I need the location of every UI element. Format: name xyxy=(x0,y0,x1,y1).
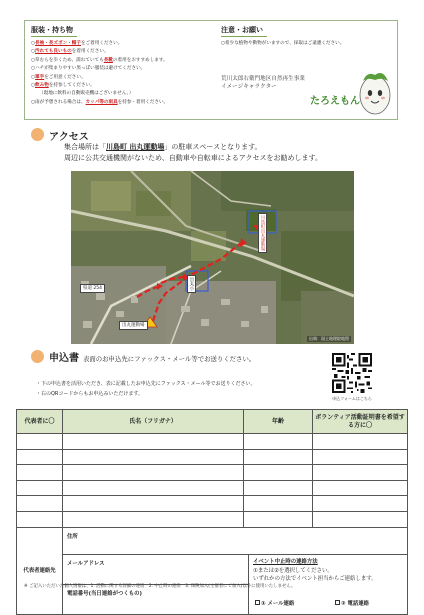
certificate-cell[interactable] xyxy=(313,449,408,465)
belongings-item xyxy=(31,99,227,107)
belongings-item-pre: （現地に飲料の自動販売機はございません。） xyxy=(39,91,134,97)
name-cell[interactable] xyxy=(63,480,244,496)
belongings-item-pre: ○ xyxy=(31,83,36,89)
contact-label: 代表者連絡先 xyxy=(17,527,63,614)
access-text xyxy=(64,142,322,164)
mascot-caption-line1: 荒川太郎右衛門地区自然再生事業 xyxy=(221,76,305,82)
age-cell[interactable] xyxy=(244,496,313,512)
representative-cell[interactable] xyxy=(17,511,63,527)
name-cell[interactable] xyxy=(63,434,244,450)
belongings-item-pre: ○ xyxy=(31,49,36,55)
header-age: 年齢 xyxy=(244,410,313,434)
header-certificate: ボランティア活動証明書を希望する方に〇 xyxy=(313,410,408,434)
checkbox-phone-icon[interactable] xyxy=(335,600,340,605)
map-label-ground: 出丸運動場 xyxy=(119,321,148,330)
access-bullet-icon xyxy=(31,128,44,141)
qr-caption: 申込フォームはこちら xyxy=(332,396,372,401)
belongings-item xyxy=(31,40,227,48)
age-cell[interactable] xyxy=(244,465,313,481)
belongings-item-post: を持参してください。 xyxy=(48,83,95,89)
table-row xyxy=(17,434,408,450)
name-cell[interactable] xyxy=(63,465,244,481)
belongings-item xyxy=(31,65,227,73)
option-email[interactable] xyxy=(255,599,294,607)
access-title: アクセス xyxy=(49,132,89,143)
access-map xyxy=(71,171,354,344)
mascot-caption-line2: イメージキャラクター xyxy=(221,84,277,90)
name-cell[interactable] xyxy=(63,496,244,512)
belongings-item-hl: 汚れても良いもの xyxy=(35,49,72,55)
belongings-item-post: を着用ください。 xyxy=(71,49,109,55)
table-row xyxy=(17,511,408,527)
notes-column xyxy=(221,25,397,48)
certificate-cell[interactable] xyxy=(313,480,408,496)
map-credit: 出典：国土地理院地図 xyxy=(309,336,349,341)
application-heading xyxy=(49,349,255,364)
access-line1-pre: 集合場所は「 xyxy=(64,143,106,151)
belongings-item xyxy=(31,57,227,65)
map-label-field: 川島町出丸運動場 xyxy=(260,215,265,251)
belongings-item xyxy=(31,82,227,90)
checkbox-email-icon[interactable] xyxy=(255,600,260,605)
name-cell[interactable] xyxy=(63,511,244,527)
application-bullet-icon xyxy=(31,350,44,363)
belongings-item xyxy=(31,48,227,56)
application-note-2: ・右のQRコードからもお申込みいただけます。 xyxy=(36,390,144,397)
belongings-title: 服装・持ち物 xyxy=(31,25,77,37)
belongings-item-hl: 長袖・長ズボン・帽子 xyxy=(35,41,81,46)
certificate-cell[interactable] xyxy=(313,496,408,512)
contact-inner xyxy=(63,528,407,614)
belongings-item-hl: カッパ等の雨具 xyxy=(85,99,118,105)
option-phone[interactable] xyxy=(335,599,369,607)
belongings-item-pre: ○草むらを歩くため、濡れていても xyxy=(31,57,104,63)
access-line1-post: 」の駐車スペースとなります。 xyxy=(164,143,262,151)
application-notes xyxy=(36,380,256,399)
notes-title: 注意・お願い xyxy=(221,25,267,37)
belongings-item-post: をご着用ください。 xyxy=(80,41,123,46)
application-desc: 表面のお申込先にファックス・メール等でお送りください。 xyxy=(83,355,256,363)
belongings-item-pre: ○雨が予想される場合は、 xyxy=(31,99,86,105)
belongings-list xyxy=(31,40,227,107)
belongings-item xyxy=(31,90,227,98)
belongings-item-post: を持参・着用ください。 xyxy=(117,99,169,105)
age-cell[interactable] xyxy=(244,434,313,450)
header-representative: 代表者に〇 xyxy=(17,410,63,434)
representative-cell[interactable] xyxy=(17,496,63,512)
representative-cell[interactable] xyxy=(17,465,63,481)
belongings-item-hl: 飲み物 xyxy=(35,83,49,89)
access-line1 xyxy=(64,142,322,153)
privacy-footnote: ※ ご記入いただいた個人情報は、1. 活動に関する詳細の連絡 2. 中止時の連絡 3. 保険加入(主催者にて加入)以外に使用いたしません。 xyxy=(24,584,296,589)
map-label-route: 県道 254 xyxy=(80,284,105,293)
belongings-item-pre: ○ xyxy=(31,74,36,80)
certificate-cell[interactable] xyxy=(313,434,408,450)
form-header-row xyxy=(17,410,408,434)
address-label: 住所 xyxy=(67,533,78,540)
belongings-item-hl: 長靴 xyxy=(103,57,113,63)
belongings-item-pre: ○ xyxy=(31,41,36,46)
certificate-cell[interactable] xyxy=(313,465,408,481)
option-email-label: ① メール連絡 xyxy=(261,600,295,607)
email-label: メールアドレス xyxy=(67,560,105,567)
contact-divider-1 xyxy=(63,554,407,555)
contact-row xyxy=(17,527,408,614)
belongings-column xyxy=(31,25,227,107)
phone-label: 電話番号(当日連絡がつくもの) xyxy=(67,590,143,597)
header-name: 氏名（フリガナ） xyxy=(63,410,244,434)
belongings-item-post: の着用をおすすめします。 xyxy=(112,57,168,63)
belongings-item xyxy=(31,74,227,82)
age-cell[interactable] xyxy=(244,511,313,527)
cancel-line1: ①または②を選択してください。 xyxy=(253,567,333,574)
option-phone-label: ② 電話連絡 xyxy=(341,600,370,607)
notes-list xyxy=(221,40,397,48)
representative-cell[interactable] xyxy=(17,480,63,496)
belongings-item-post: をご用意ください。 xyxy=(44,74,86,80)
table-row xyxy=(17,496,408,512)
table-row xyxy=(17,465,408,481)
age-cell[interactable] xyxy=(244,480,313,496)
representative-cell[interactable] xyxy=(17,449,63,465)
notes-item: ○希少な植物や動物がいますので、採取はご遠慮ください。 xyxy=(221,41,345,46)
representative-cell[interactable] xyxy=(17,434,63,450)
application-note-1: ・下の申込書を活用いただき、表に記載したお申込先にファックス・メール等でお送りください。 xyxy=(36,381,256,387)
map-image xyxy=(71,171,354,344)
map-label-demaru: 出丸小 xyxy=(189,277,194,291)
mascot-illustration xyxy=(355,67,395,117)
certificate-cell[interactable] xyxy=(313,511,408,527)
mascot-caption xyxy=(221,75,305,91)
contact-cell xyxy=(63,527,408,614)
table-row xyxy=(17,449,408,465)
cancel-title: イベント中止時の連絡方法 xyxy=(253,558,318,565)
mascot-name: たろえもん xyxy=(310,96,360,107)
age-cell[interactable] xyxy=(244,449,313,465)
cancel-line2: いずれかの方法でイベント担当からご連絡します。 xyxy=(253,575,377,582)
info-box xyxy=(24,20,398,120)
qr-code[interactable] xyxy=(332,353,372,393)
name-cell[interactable] xyxy=(63,449,244,465)
belongings-item-pre: ○ハチが集まりやすい黒っぽい服装は避けてください。 xyxy=(31,66,146,72)
belongings-item-hl: 軍手 xyxy=(35,74,45,80)
access-line2: 周辺に公共交通機関がないため、自動車や自転車によるアクセスをお勧めします。 xyxy=(64,154,322,162)
table-row xyxy=(17,480,408,496)
application-title: 申込書 xyxy=(49,353,79,364)
access-venue: 川島町 出丸運動場 xyxy=(106,143,165,151)
